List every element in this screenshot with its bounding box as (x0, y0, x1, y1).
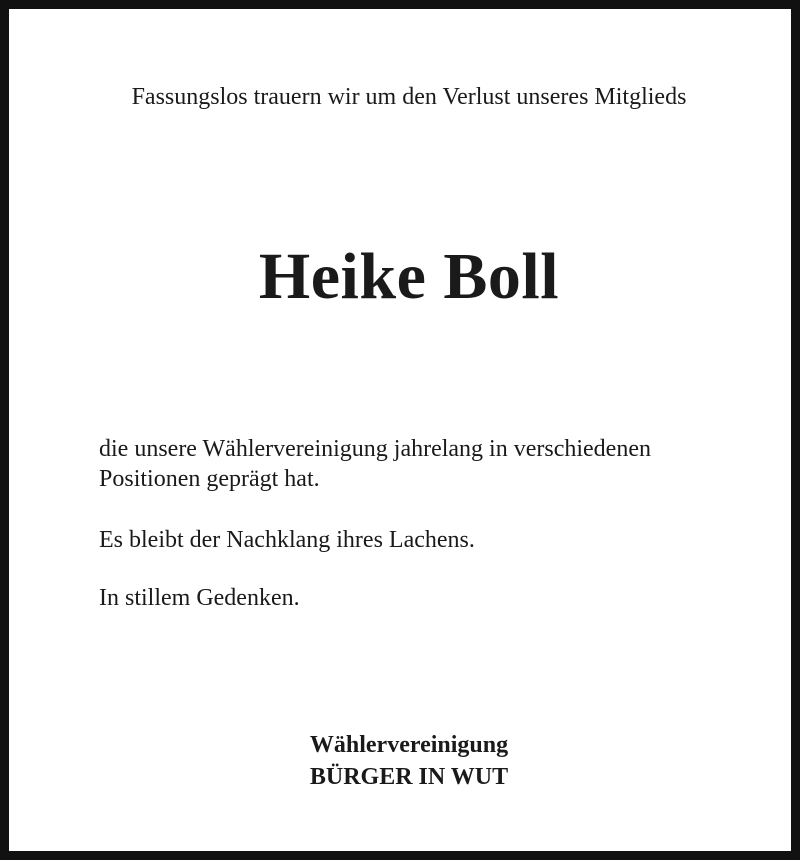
signature-organization-name: BÜRGER IN WUT (309, 764, 509, 790)
intro-line: Fassungslos trauern wir um den Verlust unseres Mitglieds (131, 84, 687, 110)
memory-paragraph: Es bleibt der Nachklang ihres Lachens. (99, 527, 475, 553)
closing-paragraph: In stillem Gedenken. (99, 585, 300, 611)
signature-organization-type: Wählervereinigung (309, 732, 509, 758)
tribute-paragraph: die unsere Wählervereinigung jahrelang in verschiedenen Positionen geprägt hat. (99, 436, 651, 492)
signature-block (9, 729, 800, 793)
deceased-name: Heike Boll (258, 240, 560, 313)
